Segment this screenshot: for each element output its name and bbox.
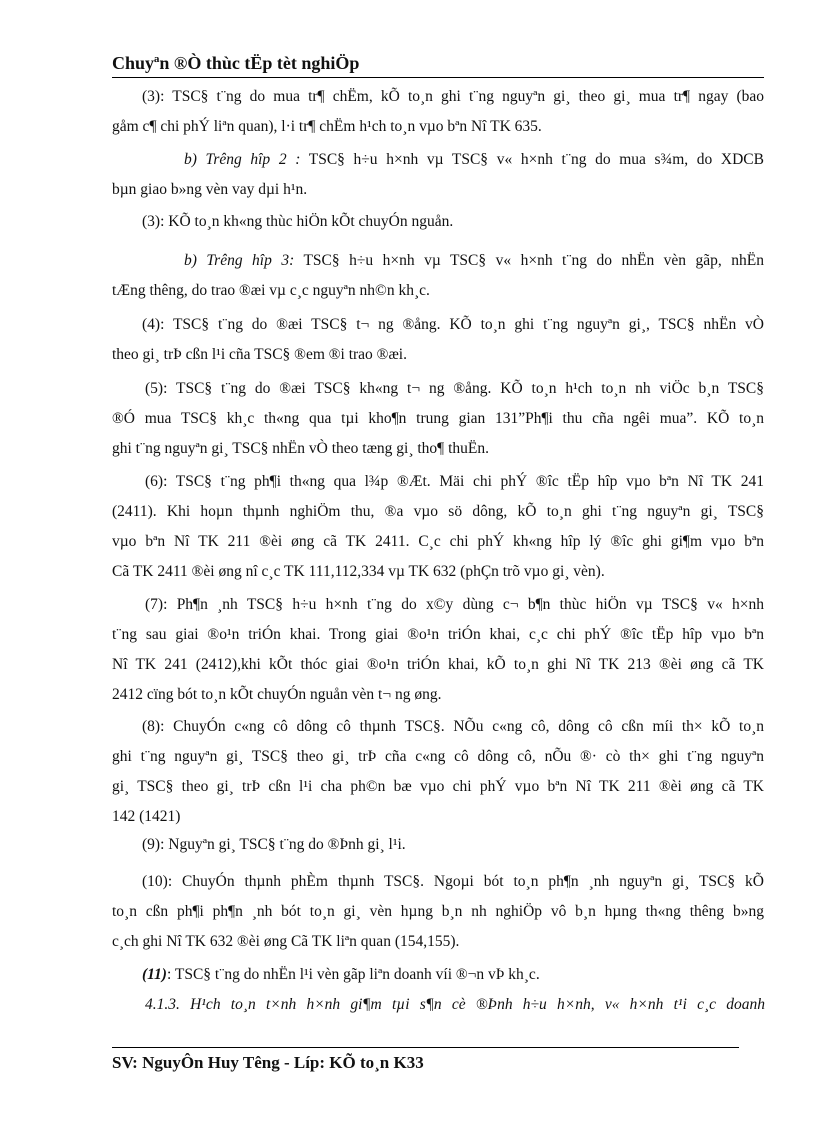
paragraph-4 — [112, 246, 764, 306]
paragraph-5 — [112, 310, 764, 370]
text-line: gi¸ TSC§ theo gi¸ trÞ cßn l¹i cha ph©n bæ vµo chi phÝ vµo bªn Nî TK 211 ®èi øng cã TK — [112, 778, 764, 795]
text-line: ghi t¨ng nguyªn gi¸ TSC§ nhËn vÒ theo tæng gi¸ tho¶ thuËn. — [112, 440, 489, 457]
text-line: to¸n cßn ph¶i ph¶n ¸nh bót to¸n gi¸ vèn hµng b¸n nh nghiÖp vô b¸n hµng th«ng thêng b»ng — [112, 903, 764, 920]
paragraph-8 — [112, 590, 764, 710]
paragraph-3 — [112, 207, 764, 237]
case-label: b) Trêng hîp 3: — [184, 252, 295, 269]
text-line: ghi t¨ng nguyªn gi¸ TSC§ theo gi¸ trÞ cña c«ng cô dông cô, nÕu ®· cò th× ghi t¨ng nguyªn — [112, 748, 764, 765]
text-line: Cã TK 2411 ®èi øng nî c¸c TK 111,112,334 vµ TK 632 (phÇn trõ vµo gi¸ vèn). — [112, 563, 605, 580]
text-line: (8): ChuyÓn c«ng cô dông cô thµnh TSC§. NÕu c«ng cô, dông cô cßn míi th× kÕ to¸n — [142, 718, 764, 735]
page-header-title: Chuyªn ®Ò thùc tËp tèt nghiÖp — [112, 53, 360, 73]
text-line: c¸ch ghi Nî TK 632 ®èi øng Cã TK liªn quan (154,155). — [112, 933, 460, 950]
paragraph-6 — [112, 374, 764, 464]
paragraph-9 — [112, 712, 764, 832]
text-line: (5): TSC§ t¨ng do ®æi TSC§ kh«ng t¬ ng ®ång. KÕ to¸n h¹ch to¸n nh viÖc b¸n TSC§ — [145, 380, 764, 397]
text-line: (4): TSC§ t¨ng do ®æi TSC§ t¬ ng ®ång. KÕ to¸n ghi t¨ng nguyªn gi¸, TSC§ nhËn vÒ — [142, 316, 764, 333]
footer-divider — [112, 1047, 739, 1048]
paragraph-10 — [112, 830, 764, 860]
case-label: b) Trêng hîp 2 : — [184, 151, 301, 168]
section-heading: 4.1.3. H¹ch to¸n t×nh h×nh gi¶m tµi s¶n cè ®Þnh h÷u h×nh, v« h×nh t¹i c¸c doanh — [145, 996, 765, 1013]
text-line-with-lead — [112, 145, 764, 175]
paragraph-1 — [112, 82, 764, 142]
text-line: Nî TK 241 (2412),khi kÕt thóc giai ®o¹n triÓn khai, kÕ to¸n ghi Nî TK 213 ®èi øng cã TK — [112, 656, 764, 673]
text-fragment: : TSC§ t¨ng do nhËn l¹i vèn gãp liªn doanh víi ®¬n vÞ kh¸c. — [166, 966, 540, 983]
text-line: vµo bªn Nî TK 211 ®èi øng cã TK 2411. C¸c chi phÝ kh«ng hîp lý ®îc ghi gi¶m vµo bªn — [112, 533, 764, 550]
text-line: tÆng thêng, do trao ®æi vµ c¸c nguyªn nh©n kh¸c. — [112, 282, 430, 299]
text-line: (7): Ph¶n ¸nh TSC§ h÷u h×nh t¨ng do x©y dùng c¬ b¶n thùc hiÖn vµ TSC§ v« h×nh — [145, 596, 764, 613]
text-fragment: TSC§ h÷u h×nh vµ TSC§ v« h×nh t¨ng do nhËn vèn gãp, nhËn — [294, 252, 764, 269]
text-line: 142 (1421) — [112, 808, 181, 825]
paragraph-12 — [112, 960, 764, 990]
text-line: (9): Nguyªn gi¸ TSC§ t¨ng do ®Þnh gi¸ l¹i. — [142, 836, 406, 853]
text-line: (2411). Khi hoµn thµnh nghiÖm thu, ®a vµo sö dông, kÕ to¸n ghi t¨ng nguyªn gi¸ TSC§ — [112, 503, 764, 520]
paragraph-2 — [112, 145, 764, 205]
text-line: (6): TSC§ t¨ng ph¶i th«ng qua l¾p ®Æt. Mäi chi phÝ ®îc tËp hîp vµo bªn Nî TK 241 — [145, 473, 764, 490]
text-line: ®Ó mua TSC§ kh¸c th«ng qua tµi kho¶n trung gian 131”Ph¶i thu cña ngêi mua”. KÕ to¸n — [112, 410, 764, 427]
page-footer: SV: NguyÔn Huy Têng - Líp: KÕ to¸n K33 — [112, 1053, 424, 1072]
item-number: (11) — [142, 966, 167, 983]
text-line: (3): KÕ to¸n kh«ng thùc hiÖn kÕt chuyÓn nguån. — [142, 213, 454, 230]
text-line: (3): TSC§ t¨ng do mua tr¶ chËm, kÕ to¸n ghi t¨ng nguyªn gi¸ theo gi¸ mua tr¶ ngay (bao — [142, 88, 764, 105]
paragraph-7 — [112, 467, 764, 587]
header-divider — [112, 77, 764, 78]
text-line: t¨ng sau giai ®o¹n triÓn khai. Trong giai ®o¹n triÓn khai, c¸c chi phÝ ®îc tËp hîp vµo bªn — [112, 626, 764, 643]
text-line: theo gi¸ trÞ cßn l¹i cña TSC§ ®em ®i trao ®æi. — [112, 346, 407, 363]
text-line: bµn giao b»ng vèn vay dµi h¹n. — [112, 181, 308, 198]
paragraph-11 — [112, 867, 764, 957]
text-line-with-lead — [112, 960, 764, 990]
text-line-with-lead — [112, 246, 764, 276]
text-line: 2412 cïng bót to¸n kÕt chuyÓn nguån vèn t¬ ng øng. — [112, 686, 442, 703]
text-line: gåm c¶ chi phÝ liªn quan), l·i tr¶ chËm h¹ch to¸n vµo bªn Nî TK 635. — [112, 118, 542, 135]
text-line: (10): ChuyÓn thµnh phÈm thµnh TSC§. Ngoµi bót to¸n ph¶n ¸nh nguyªn gi¸ TSC§ kÕ — [142, 873, 764, 890]
text-fragment: TSC§ h÷u h×nh vµ TSC§ v« h×nh t¨ng do mua s¾m, do XDCB — [300, 151, 764, 168]
